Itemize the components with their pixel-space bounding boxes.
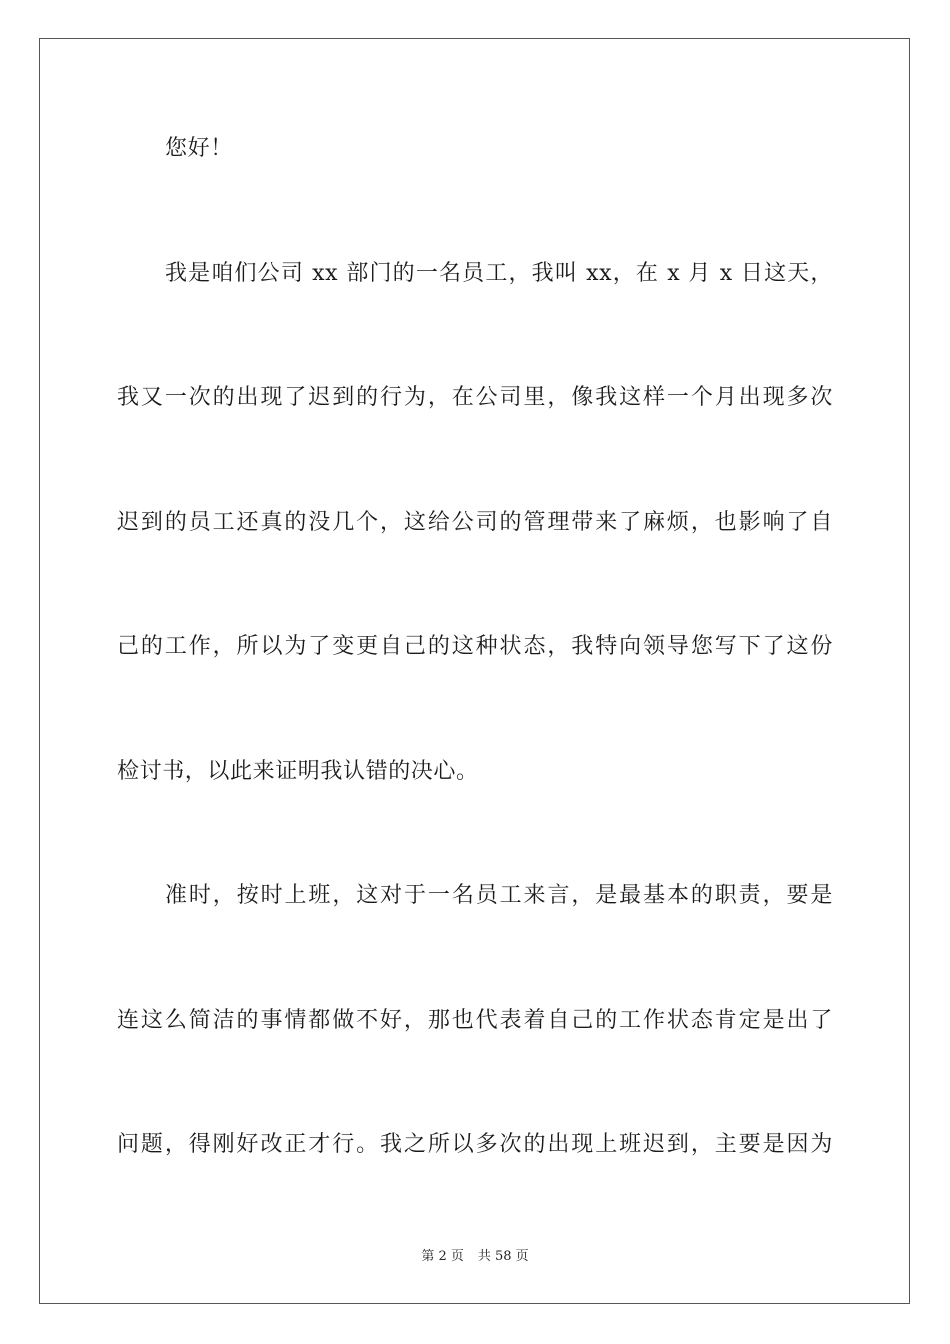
page-footer bbox=[0, 1248, 950, 1266]
page-border bbox=[39, 38, 910, 1304]
paragraph-line: 准时，按时上班，这对于一名员工来言，是最基本的职责，要是 bbox=[165, 883, 833, 908]
paragraph-line: 问题，得刚好改正才行。我之所以多次的出现上班迟到，主要是因为 bbox=[117, 1132, 833, 1157]
paragraph-line: 己的工作，所以为了变更自己的这种状态，我特向领导您写下了这份 bbox=[117, 634, 833, 659]
page-total: 共 58 页 bbox=[477, 1249, 529, 1264]
paragraph-line: 我是咱们公司 xx 部门的一名员工，我叫 xx，在 x 月 x 日这天， bbox=[165, 261, 833, 286]
greeting-line: 您好！ bbox=[165, 136, 233, 161]
paragraph-line: 检讨书，以此来证明我认错的决心。 bbox=[117, 759, 479, 784]
paragraph-line: 迟到的员工还真的没几个，这给公司的管理带来了麻烦，也影响了自 bbox=[117, 510, 833, 535]
paragraph-line: 我又一次的出现了迟到的行为，在公司里，像我这样一个月出现多次 bbox=[117, 385, 833, 410]
paragraph-line: 连这么简洁的事情都做不好，那也代表着自己的工作状态肯定是出了 bbox=[117, 1008, 833, 1033]
page-number: 第 2 页 bbox=[421, 1249, 464, 1264]
